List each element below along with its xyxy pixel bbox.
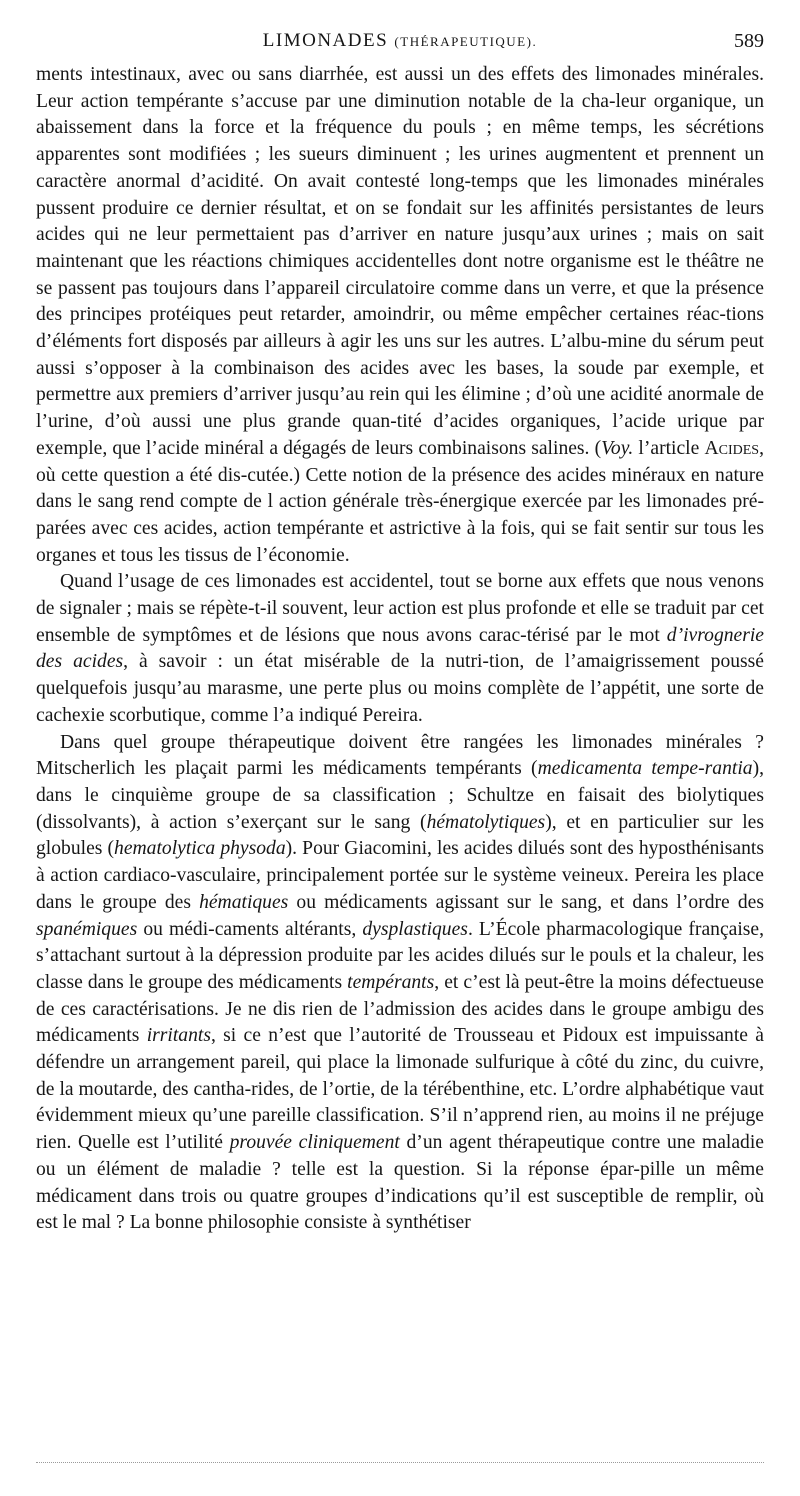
scan-noise-line: [36, 1462, 764, 1464]
paragraph: [36, 730, 764, 1237]
text-run: ). Pour Giacomini, les acides dilués sont des hyposthénisants à action cardiaco-vasculaire, principalement portée sur le système veineux. Pereira les place dans le groupe des: [36, 838, 764, 913]
text-run: Quand l’usage de ces limonades est accidentel, tout se borne aux effets que nous venons de signaler ; mais se répète-t-il souvent, leur action est plus profonde et elle se traduit par cet ensemble de symptômes et de lésions que nous avons carac-térisé par le mot: [36, 571, 764, 646]
text-run: , si ce n’est que l’autorité de Trousseau et Pidoux est impuissante à défendre un arrangement pareil, qui place la limonade sulfurique à côté du zinc, du cuivre, de la moutarde, des cantha-rides, de l’ortie, de la térébenthine, etc. L’ordre alphabétique vaut évidemment mieux qu’une pareille classification. S’il n’apprend rien, au moins il ne préjuge rien. Quelle est l’utilité: [36, 1025, 765, 1154]
running-title: [36, 30, 764, 52]
text-run: . L’École pharmacologique française, s’attachant surtout à la dépression produite par les acides dilués sur le pouls et la chaleur, les classe dans le groupe des médicaments: [36, 918, 765, 993]
text-run: ments intestinaux, avec ou sans diarrhée, est aussi un des effets des limonades minérales. Leur action tempérante s’accuse par une diminution notable de la cha-leur organique, un abaissement dans la force et la fréquence du pouls ; en même temps, les sécrétions apparentes sont modifiées ; les sueurs diminuent ; les urines augmentent et prennent un caractère anormal d’acidité. On avait contesté long-temps que les limonades minérales pussent produire ce dernier résultat, et on se fondait sur les affinités persistantes de leurs acides qui ne leur permettaient pas d’arriver en nature jusqu’aux urines ; mais on sait maintenant que les réactions chimiques accidentelles dont notre organisme est le théâtre ne se passent pas toujours dans l’appareil circulatoire comme dans un verre, et que la présence des principes protéiques peut retarder, amoindrir, ou même empêcher certaines réac-tions d’éléments fort disposés par ailleurs à agir les uns sur les autres. L’albu-mine du sérum peut aussi s’opposer à la combinaison des acides avec les bases, la soude par exemple, et permettre aux premiers d’arriver jusqu’au rein qui les élimine ; d’où une acidité anormale de l’urine, d’où aussi une plus grande quan-tité d’acides organiques, l’acide urique par exemple, que l’acide minéral a dégagés de leurs combinaisons salines. (: [36, 64, 764, 459]
paragraph: [36, 62, 764, 569]
paragraph: [36, 569, 764, 729]
text-run: Dans quel groupe thérapeutique doivent être rangées les limonades minérales ? Mitscherlich les plaçait parmi les médicaments tempérants (: [36, 731, 764, 780]
small-caps-run: Acides: [704, 437, 760, 459]
text-run: d’un agent thérapeutique contre une maladie ou un élément de maladie ? telle est la question. Si la réponse épar-pille un même médicament dans trois ou quatre groupes d’indications qu’il est susceptible de remplir, où est le mal ? La bonne philosophie consiste à synthétiser: [36, 1132, 764, 1234]
italic-run: tempérants: [347, 971, 435, 993]
text-run: ), dans le cinquième groupe de sa classification ; Schultze en faisait des biolytiques (dissolvants), à action s’exerçant sur le sang (: [36, 758, 764, 833]
text-run: , où cette question a été dis-cutée.) Cette notion de la présence des acides minéraux en nature dans le sang rend compte de l action générale très-énergique exercée par les limonades pré-parées avec ces acides, action tempérante et astrictive à la fois, qui se fait sentir sur tous les organes et tous les tissus de l’économie.: [36, 437, 764, 566]
italic-run: dysplastiques: [362, 918, 468, 940]
text-run: ), et en particulier sur les globules (: [36, 811, 764, 860]
text-run: , à savoir : un état misérable de la nutri-tion, de l’amaigrissement poussé quelquefois jusqu’au marasme, une perte plus ou moins complète de l’appétit, une sorte de cachexie scorbutique, comme l’a indiqué Pereira.: [36, 651, 764, 726]
text-run: ou médicaments agissant sur le sang, et dans l’ordre des: [288, 891, 764, 913]
italic-run: hématolytiques: [426, 811, 546, 833]
text-run: l’article: [633, 437, 705, 459]
italic-run: d’ivrognerie des acides: [36, 624, 764, 673]
running-title-subtitle: (THÉRAPEUTIQUE).: [394, 34, 538, 49]
page-number: 589: [734, 30, 764, 52]
italic-run: Voy.: [601, 437, 634, 459]
italic-run: prouvée cliniquement: [229, 1132, 400, 1154]
italic-run: hématiques: [199, 891, 289, 913]
text-run: ou médi-caments altérants,: [137, 918, 363, 940]
italic-run: spanémiques: [36, 918, 138, 940]
italic-run: medicamenta tempe-rantia: [537, 758, 753, 780]
text-run: , et c’est là peut-être la moins défectueuse de ces caractérisations. Je ne dis rien de l’admission des acides dans le groupe ambigu des médicaments: [36, 971, 764, 1047]
body-text: [36, 62, 764, 1237]
running-head: [36, 28, 764, 62]
running-title-main: LIMONADES: [262, 30, 389, 51]
italic-run: hematolytica physoda: [114, 838, 286, 860]
italic-run: irritants: [146, 1025, 211, 1047]
